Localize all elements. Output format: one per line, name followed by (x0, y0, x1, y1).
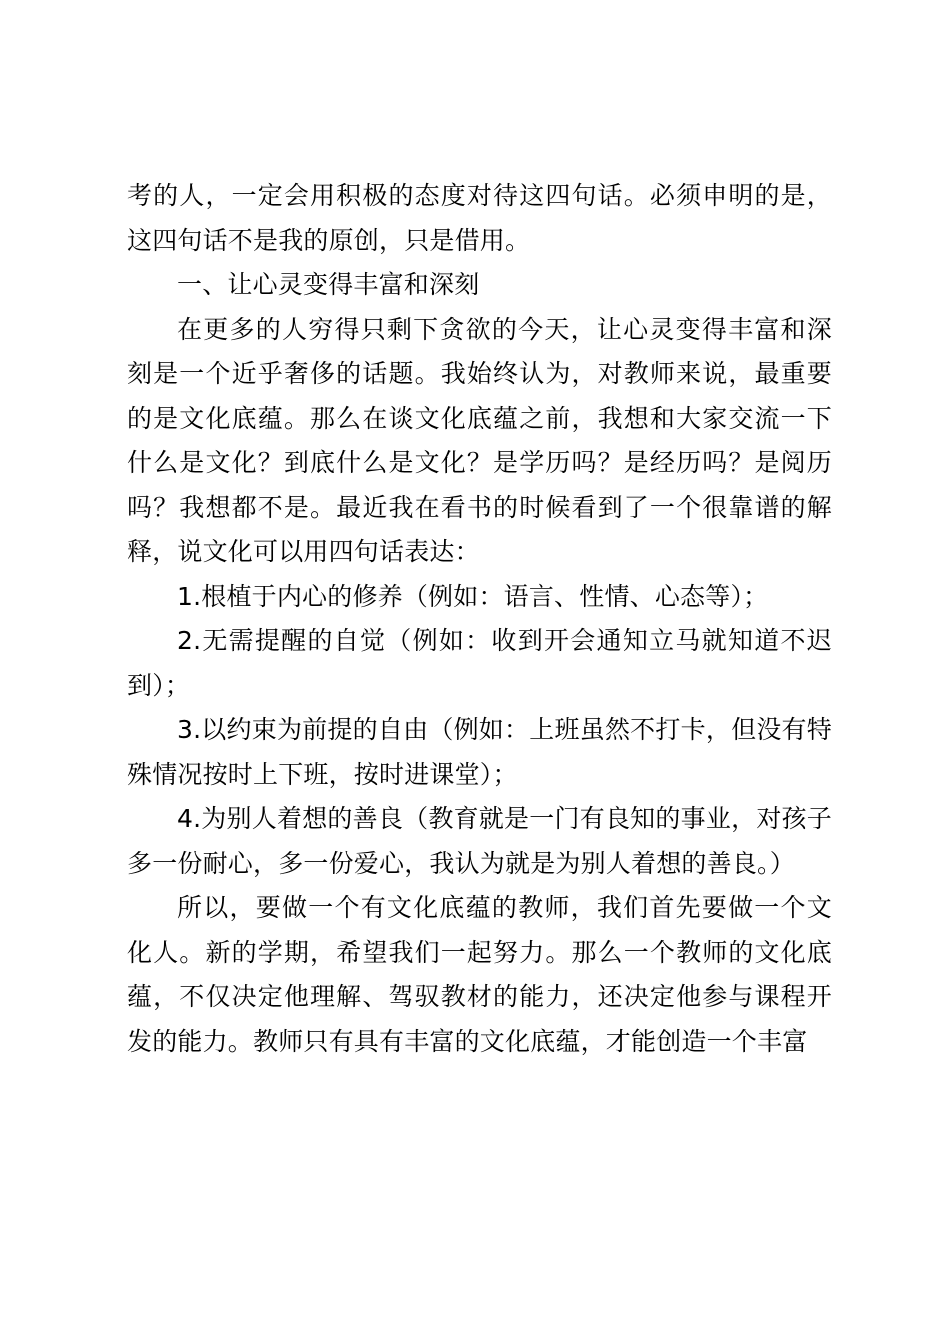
document-body (127, 174, 832, 1064)
paragraph-conclusion: 所以，要做一个有文化底蕴的教师，我们首先要做一个文化人。新的学期，希望我们一起努力。那么一个教师的文化底蕴，不仅决定他理解、驾驭教材的能力，还决定他参与课程开发的能力。教师只有具有丰富的文化底蕴，才能创造一个丰富 (127, 893, 832, 1056)
list-item-4: 4.为别人着想的善良（教育就是一门有良知的事业，对孩子多一份耐心，多一份爱心，我认为就是为别人着想的善良。） (127, 804, 832, 878)
section-heading-1: 一、让心灵变得丰富和深刻 (177, 270, 480, 299)
paragraph-intro-continuation: 考的人，一定会用积极的态度对待这四句话。必须申明的是，这四句话不是我的原创，只是借用。 (127, 181, 832, 255)
paragraph-culture-question: 在更多的人穷得只剩下贪欲的今天，让心灵变得丰富和深刻是一个近乎奢侈的话题。我始终认为，对教师来说，最重要的是文化底蕴。那么在谈文化底蕴之前，我想和大家交流一下什么是文化？到底什么是文化？是学历吗？是经历吗？是阅历吗？我想都不是。最近我在看书的时候看到了一个很靠谱的解释，说文化可以用四句话表达： (127, 314, 832, 566)
list-item-1: 1.根植于内心的修养（例如：语言、性情、心态等）； (177, 581, 769, 611)
list-item-3: 3.以约束为前提的自由（例如：上班虽然不打卡，但没有特殊情况按时上下班，按时进课堂）； (127, 715, 832, 789)
list-item-2: 2.无需提醒的自觉（例如：收到开会通知立马就知道不迟到）； (127, 626, 832, 700)
